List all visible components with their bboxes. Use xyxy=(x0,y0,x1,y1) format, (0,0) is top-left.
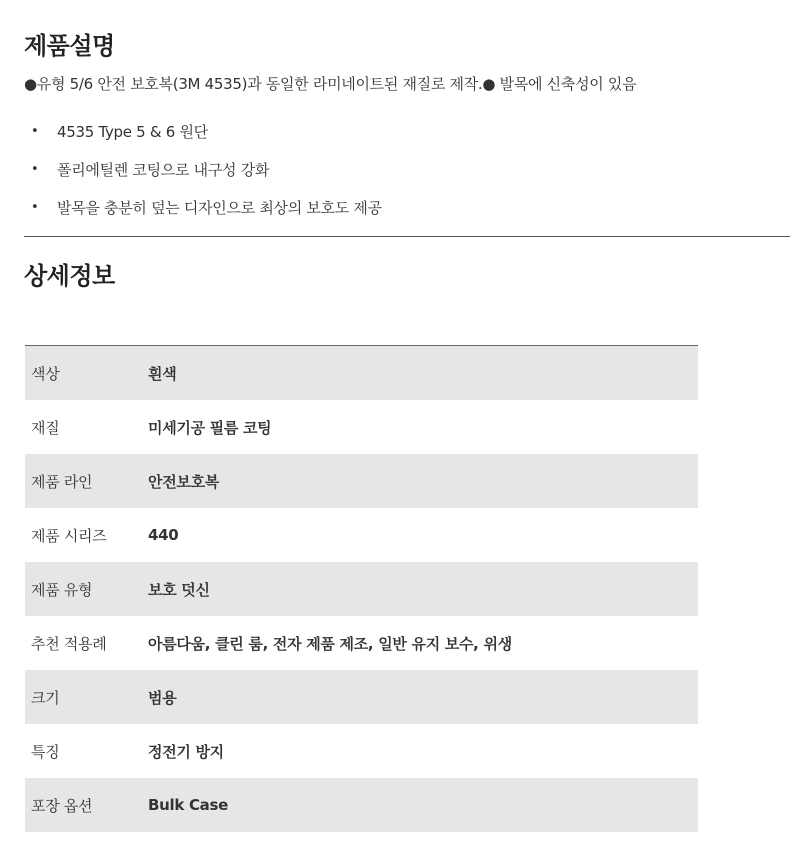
bullet-icon: • xyxy=(31,200,39,215)
spec-value: 정전기 방지 xyxy=(148,742,224,761)
spec-label: 색상 xyxy=(31,364,60,383)
product-description-title: 제품설명 xyxy=(24,32,115,60)
spec-row-series xyxy=(25,508,698,562)
spec-value: 440 xyxy=(148,526,179,544)
product-description-intro: ●유형 5/6 안전 보호복(3M 4535)과 동일한 라미네이트된 재질로 제작.● 발목에 신축성이 있음 xyxy=(24,75,637,93)
feature-list-item xyxy=(24,158,382,196)
spec-row-color xyxy=(25,346,698,400)
feature-list-item xyxy=(24,120,382,158)
feature-text: 4535 Type 5 & 6 원단 xyxy=(57,123,208,141)
spec-value: 안전보호복 xyxy=(148,472,219,491)
bullet-icon: • xyxy=(31,124,39,139)
spec-row-applications xyxy=(25,616,698,670)
spec-value: 범용 xyxy=(148,688,177,707)
spec-label: 크기 xyxy=(31,688,60,707)
spec-row-packaging xyxy=(25,778,698,832)
spec-row-product-type xyxy=(25,562,698,616)
spec-label: 특징 xyxy=(31,742,60,761)
feature-list xyxy=(24,120,382,234)
spec-label: 재질 xyxy=(31,418,60,437)
spec-label: 제품 유형 xyxy=(31,580,93,599)
spec-value: 보호 덧신 xyxy=(148,580,210,599)
bullet-icon: • xyxy=(31,162,39,177)
spec-label: 제품 라인 xyxy=(31,472,93,491)
feature-list-item xyxy=(24,196,382,234)
spec-value: 미세기공 필름 코팅 xyxy=(148,418,272,437)
product-details-title: 상세정보 xyxy=(24,262,115,290)
spec-label: 포장 옵션 xyxy=(31,796,93,815)
section-divider xyxy=(24,236,790,237)
spec-value: 아름다움, 클린 룸, 전자 제품 제조, 일반 유지 보수, 위생 xyxy=(148,634,512,653)
spec-value: 흰색 xyxy=(148,364,177,383)
spec-table xyxy=(25,345,698,832)
feature-text: 폴리에틸렌 코팅으로 내구성 강화 xyxy=(57,161,270,179)
spec-value: Bulk Case xyxy=(148,796,228,814)
spec-row-material xyxy=(25,400,698,454)
spec-row-product-line xyxy=(25,454,698,508)
spec-row-size xyxy=(25,670,698,724)
feature-text: 발목을 충분히 덮는 디자인으로 최상의 보호도 제공 xyxy=(57,199,382,217)
spec-label: 제품 시리즈 xyxy=(31,526,107,545)
spec-label: 추천 적용례 xyxy=(31,634,107,653)
spec-row-features xyxy=(25,724,698,778)
